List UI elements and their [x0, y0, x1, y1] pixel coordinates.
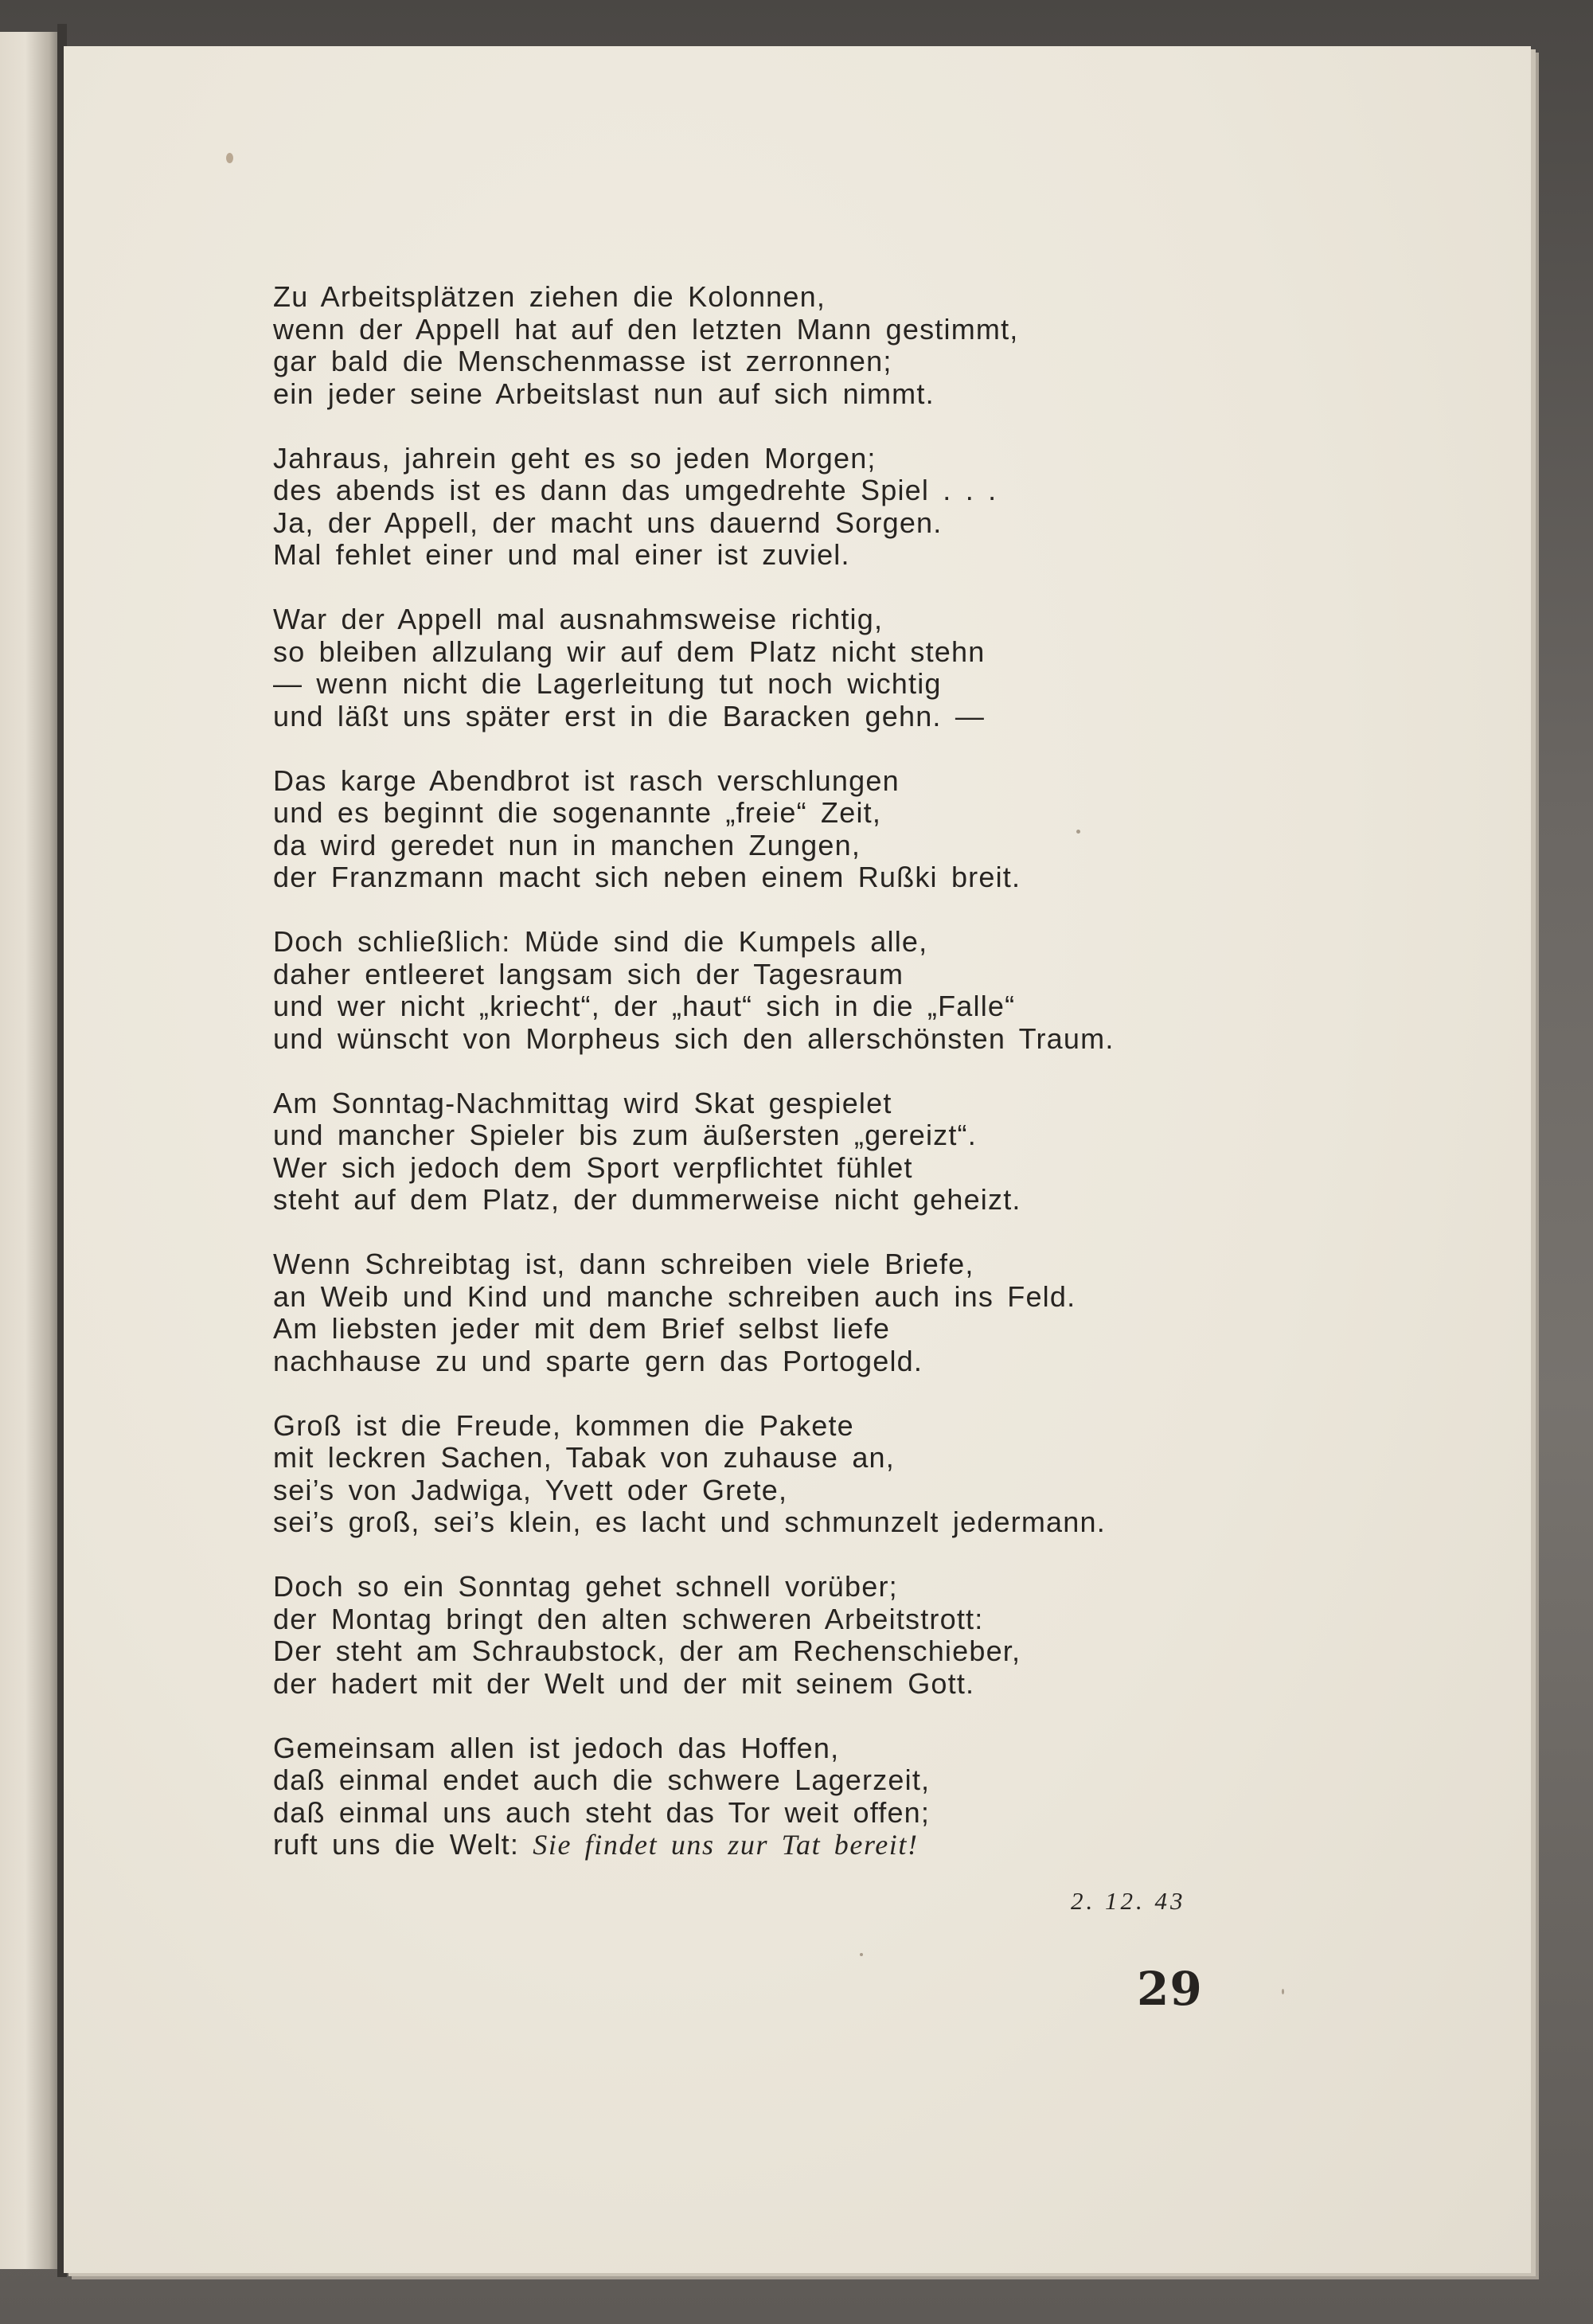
stanza	[273, 603, 1197, 732]
poem-line: Zu Arbeitsplätzen ziehen die Kolonnen,	[273, 280, 826, 313]
poem-line: sei’s von Jadwiga, Yvett oder Grete,	[273, 1473, 788, 1506]
poem-line: Ja, der Appell, der macht uns dauernd Sorgen.	[273, 506, 943, 539]
poem-line: daß einmal endet auch die schwere Lagerzeit,	[273, 1764, 931, 1796]
poem-line: Am liebsten jeder mit dem Brief selbst liefe	[273, 1312, 891, 1345]
poem-line: Der steht am Schraubstock, der am Rechenschieber,	[273, 1635, 1021, 1667]
stanza	[273, 1248, 1197, 1377]
poem-line: der hadert mit der Welt und der mit seinem Gott.	[273, 1666, 975, 1700]
poem-last-line	[273, 1829, 1197, 1861]
poem	[273, 281, 1197, 1893]
poem-last-line-italic: Sie findet uns zur Tat bereit!	[533, 1829, 919, 1861]
poem-line: und wünscht von Morpheus sich den allerschönsten Traum.	[273, 1021, 1115, 1055]
poem-line: daß einmal uns auch steht das Tor weit offen;	[273, 1795, 931, 1829]
poem-last-line-plain: ruft uns die Welt:	[273, 1828, 533, 1861]
poem-line: und läßt uns später erst in die Baracken gehn. —	[273, 699, 986, 732]
poem-line: — wenn nicht die Lagerleitung tut noch wichtig	[273, 667, 942, 700]
poem-date: 2. 12. 43	[1071, 1887, 1186, 1915]
poem-line: Das karge Abendbrot ist rasch verschlungen	[273, 764, 900, 797]
stanza	[273, 1410, 1197, 1539]
poem-line: Wer sich jedoch dem Sport verpflichtet fühlet	[273, 1150, 913, 1184]
poem-line: da wird geredet nun in manchen Zungen,	[273, 828, 861, 861]
paper-speck	[860, 1953, 863, 1956]
poem-line: Groß ist die Freude, kommen die Pakete	[273, 1408, 854, 1442]
poem-line: Mal fehlet einer und mal einer ist zuviel.	[273, 538, 850, 571]
poem-line: steht auf dem Platz, der dummerweise nicht geheizt.	[273, 1183, 1021, 1216]
poem-line: Wenn Schreibtag ist, dann schreiben viele Briefe,	[273, 1248, 974, 1280]
poem-line: der Franzmann macht sich neben einem Rußki breit.	[273, 861, 1021, 893]
left-facing-page-edge	[0, 32, 64, 2269]
poem-line: ein jeder seine Arbeitslast nun auf sich nimmt.	[273, 377, 935, 410]
poem-line: sei’s groß, sei’s klein, es lacht und schmunzelt jedermann.	[273, 1506, 1106, 1538]
poem-line: Doch schließlich: Müde sind die Kumpels alle,	[273, 925, 928, 958]
paper-speck	[1282, 1989, 1284, 1994]
stanza	[273, 443, 1197, 572]
paper-speck	[226, 153, 233, 163]
stanza	[273, 281, 1197, 410]
stanza	[273, 926, 1197, 1055]
poem-line: mit leckren Sachen, Tabak von zuhause an,	[273, 1441, 895, 1474]
poem-line: daher entleeret langsam sich der Tagesraum	[273, 957, 904, 990]
poem-line: Gemeinsam allen ist jedoch das Hoffen,	[273, 1731, 840, 1764]
stanza	[273, 1571, 1197, 1700]
poem-line: des abends ist es dann das umgedrehte Spiel . . .	[273, 474, 998, 506]
poem-line: der Montag bringt den alten schweren Arbeitstrott:	[273, 1602, 984, 1635]
poem-line: Am Sonntag-Nachmittag wird Skat gespielet	[273, 1086, 892, 1119]
poem-line: und es beginnt die sogenannte „freie“ Zeit,	[273, 796, 882, 829]
page-number: 29	[1137, 1962, 1203, 2016]
stanza	[273, 1088, 1197, 1217]
poem-line: gar bald die Menschenmasse ist zerronnen;	[273, 345, 892, 377]
poem-line: so bleiben allzulang wir auf dem Platz nicht stehn	[273, 635, 986, 668]
poem-line: nachhause zu und sparte gern das Portogeld.	[273, 1344, 923, 1377]
poem-line: War der Appell mal ausnahmsweise richtig,	[273, 603, 884, 635]
poem-line: an Weib und Kind und manche schreiben auch ins Feld.	[273, 1279, 1076, 1313]
poem-line: wenn der Appell hat auf den letzten Mann gestimmt,	[273, 312, 1019, 346]
poem-line: Doch so ein Sonntag gehet schnell vorüber;	[273, 1570, 898, 1603]
poem-line: und wer nicht „kriecht“, der „haut“ sich in die „Falle“	[273, 990, 1016, 1022]
stanza	[273, 765, 1197, 894]
poem-line: und mancher Spieler bis zum äußersten „gereizt“.	[273, 1119, 977, 1151]
stanza	[273, 1732, 1197, 1861]
poem-line: Jahraus, jahrein geht es so jeden Morgen;	[273, 441, 877, 475]
